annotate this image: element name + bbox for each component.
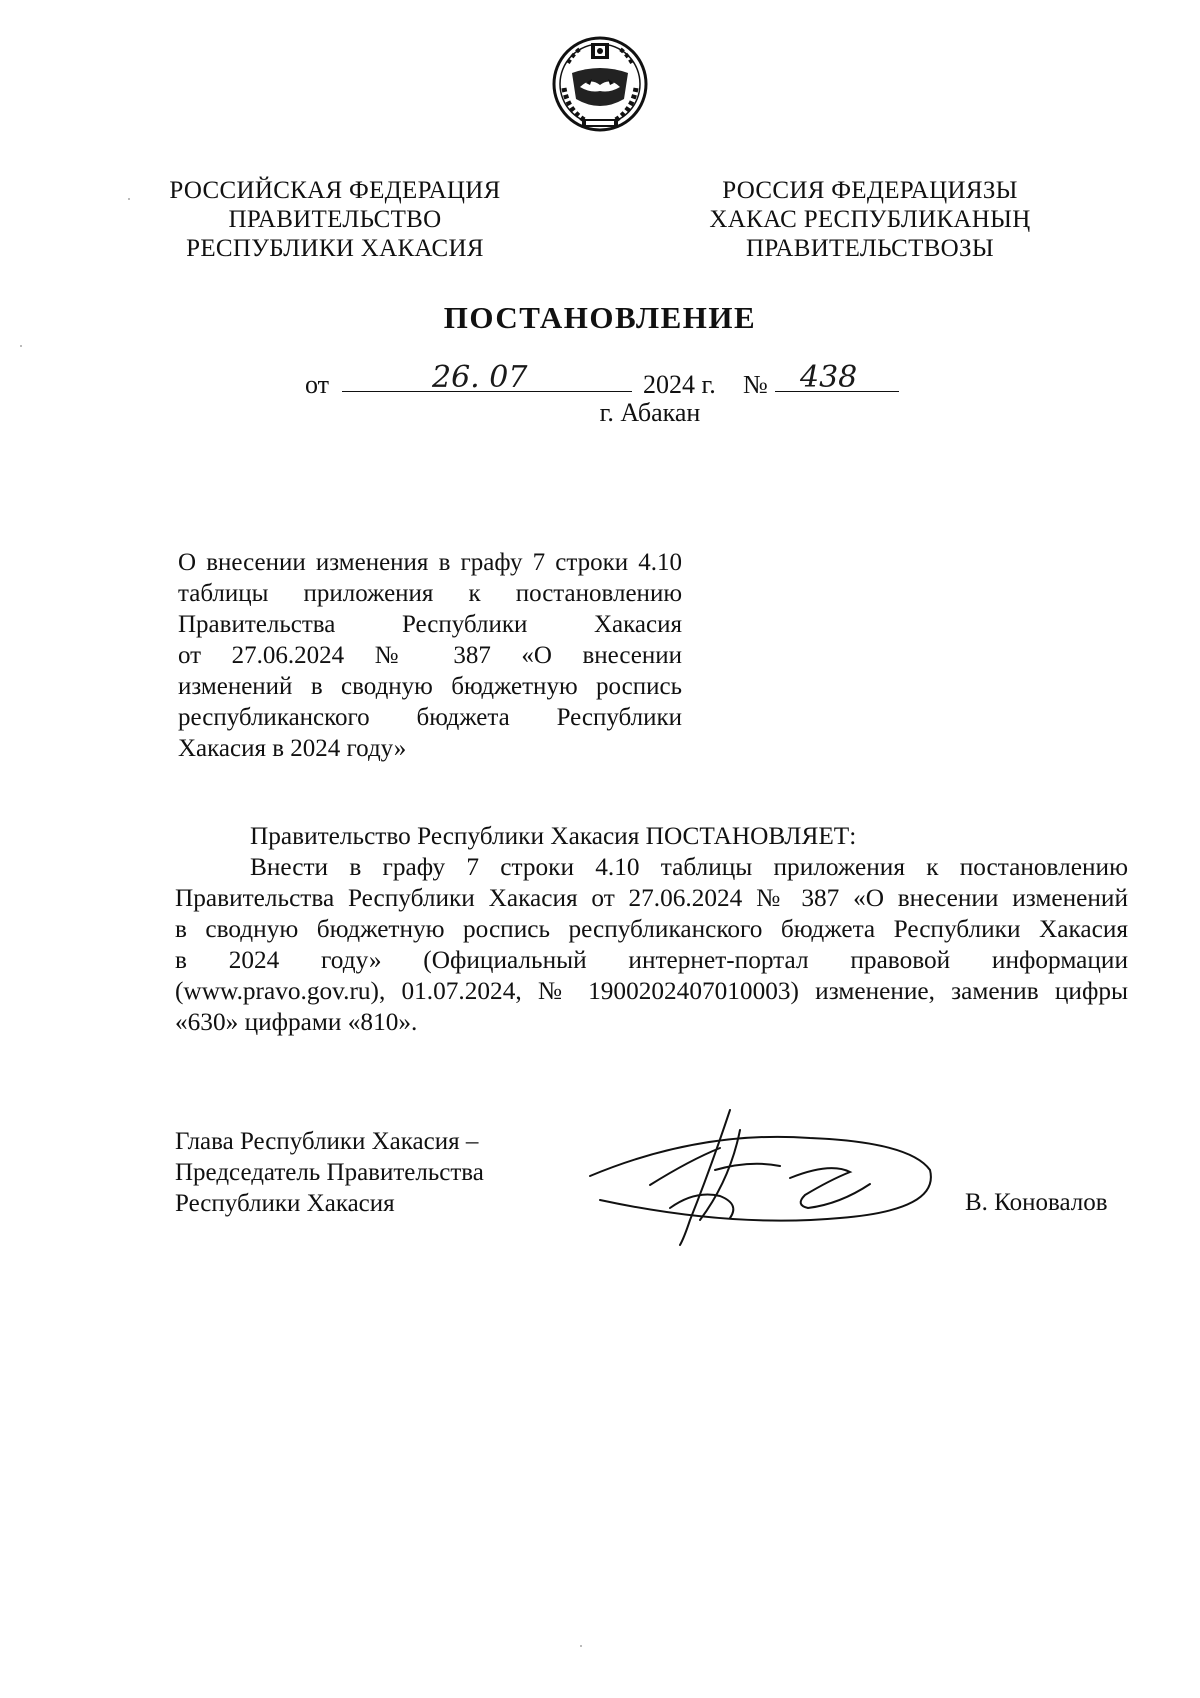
subject-line: Хакасия в 2024 году» — [178, 735, 407, 762]
subject-line: изменений в сводную бюджетную роспись — [178, 673, 682, 700]
signatory-name: В. Коновалов — [965, 1189, 1108, 1216]
body-line: в 2024 году» (Официальный интернет-портал правовой информации — [175, 946, 1128, 974]
date-year: 2024 г. — [643, 370, 716, 399]
handwritten-number: 438 — [800, 360, 858, 395]
body-line: (www.pravo.gov.ru), 01.07.2024, № 1900202407010003) изменение, заменив цифры — [175, 977, 1128, 1005]
resolution-line: Правительство Республики Хакасия ПОСТАНОВЛЯЕТ: — [250, 822, 857, 850]
body-line: Правительства Республики Хакасия от 27.06.2024 № 387 «О внесении изменений — [175, 884, 1128, 912]
subject-line: республиканского бюджета Республики — [178, 704, 682, 731]
subject-line: таблицы приложения к постановлению — [178, 580, 682, 607]
header-left-line: РЕСПУБЛИКИ ХАКАСИЯ — [186, 235, 484, 262]
date-prefix: от — [305, 370, 330, 399]
coat-of-arms-icon — [550, 33, 650, 135]
header-left-line: РОССИЙСКАЯ ФЕДЕРАЦИЯ — [169, 177, 501, 204]
header-right-line: ХАКАС РЕСПУБЛИКАНЫҢ — [709, 206, 1031, 233]
scan-speck — [128, 198, 130, 200]
header-right-line: РОССИЯ ФЕДЕРАЦИЯЗЫ — [722, 177, 1018, 204]
subject-line: от 27.06.2024 № 387 «О внесении — [178, 642, 682, 669]
handwritten-date: 26. 07 — [432, 360, 528, 395]
header-right-line: ПРАВИТЕЛЬСТВОЗЫ — [746, 235, 994, 262]
subject-line: Правительства Республики Хакасия — [178, 611, 682, 638]
signatory-title-line: Председатель Правительства — [175, 1159, 484, 1186]
document-body — [175, 821, 1128, 1038]
document-subject — [178, 547, 682, 764]
handwritten-signature — [580, 1100, 940, 1250]
document-type-title: ПОСТАНОВЛЕНИЕ — [443, 300, 757, 335]
header-left — [165, 176, 505, 263]
scan-speck — [580, 1645, 582, 1647]
signature-icon — [580, 1100, 940, 1250]
coat-of-arms-emblem — [550, 33, 650, 135]
signatory-title-line: Республики Хакасия — [175, 1190, 395, 1217]
body-line: Внести в графу 7 строки 4.10 таблицы приложения к постановлению — [250, 853, 1128, 881]
subject-line: О внесении изменения в графу 7 строки 4.10 — [178, 549, 682, 576]
signatory-title-line: Глава Республики Хакасия – — [175, 1128, 479, 1155]
signatory-title — [175, 1126, 484, 1219]
city: г. Абакан — [599, 398, 701, 427]
body-line: в сводную бюджетную роспись республиканского бюджета Республики Хакасия — [175, 915, 1128, 943]
number-sign: № — [743, 370, 768, 399]
header-left-line: ПРАВИТЕЛЬСТВО — [228, 206, 442, 233]
body-line: «630» цифрами «810». — [175, 1008, 418, 1036]
scan-speck — [20, 345, 22, 347]
header-right — [690, 176, 1050, 263]
